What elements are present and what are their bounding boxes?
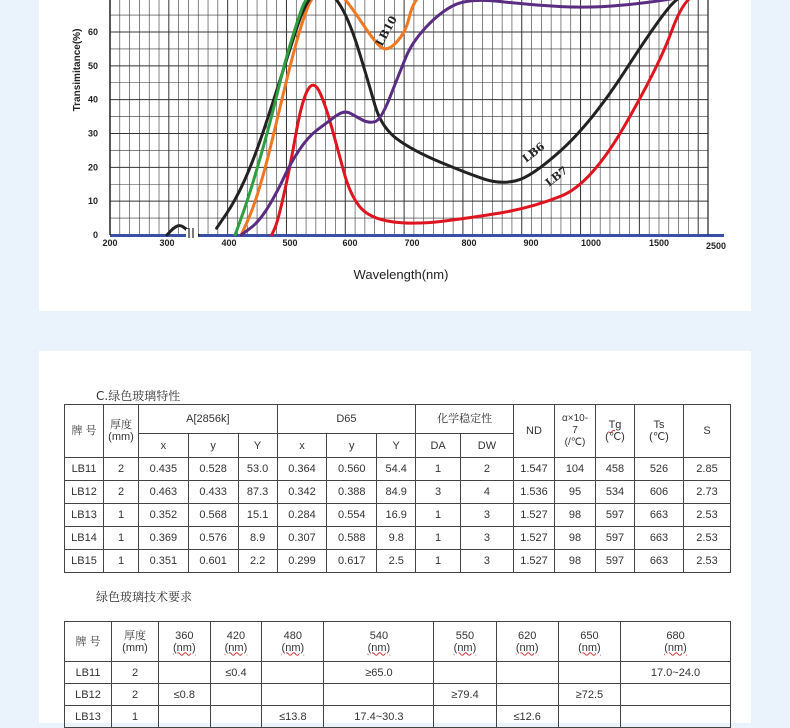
col-s: S [684,405,731,458]
table-cell [558,706,620,728]
table-cell: 98 [555,527,596,550]
table-cell: 1 [416,504,461,527]
green-glass-properties-table [64,404,731,573]
table-cell: 597 [596,550,635,573]
col-tg [596,405,635,458]
table-cell: 2.53 [684,504,731,527]
table-cell: LB12 [65,684,112,706]
table-cell: 0.576 [188,527,238,550]
table-cell: 534 [596,481,635,504]
table-cell: 87.3 [238,481,277,504]
col-brand: 牌 号 [65,622,112,662]
y-tick-label: 10 [87,196,98,207]
table-cell [324,684,434,706]
table-cell: LB11 [65,458,104,481]
table-cell: 0.435 [139,458,189,481]
table-cell: 95 [555,481,596,504]
green-glass-requirements-table [64,621,731,728]
col-d65: D65 [277,405,416,434]
wavelength-value: 550 [455,629,475,642]
table-cell: 3 [460,527,513,550]
col-thickness: 厚度 (mm) [104,405,139,458]
series-violet-line [241,0,708,235]
table-cell: 663 [635,527,684,550]
table-cell: 3 [416,481,461,504]
table-row [65,481,731,504]
x-axis-line [110,234,724,237]
table-cell [434,706,496,728]
y-tick-label: 0 [92,230,98,240]
table-cell: 0.351 [139,550,189,573]
table-cell: 663 [635,550,684,573]
sub-d65-Y: Y [377,434,416,458]
table-cell: 2.2 [238,550,277,573]
table-cell: 2.5 [377,550,416,573]
col-thickness: 厚度 (mm) [112,622,159,662]
col-wavelength-360 [159,622,211,662]
table-cell: 0.342 [277,481,327,504]
col-wavelength-680 [621,622,731,662]
table-cell: 2.53 [684,527,731,550]
wavelength-unit: (nm) [224,641,248,654]
table-cell: 2.53 [684,550,731,573]
table-cell: LB15 [65,550,104,573]
sub-a-x: x [139,434,189,458]
wavelength-value: 680 [666,629,685,642]
table-cell: LB13 [65,706,112,728]
table-cell: 1 [416,458,461,481]
y-tick-label: 30 [87,128,98,139]
series-lb6-line [217,0,708,228]
col-wavelength-550 [434,622,496,662]
table-cell [621,684,731,706]
table-cell: ≤0.4 [210,662,262,684]
table-cell: 8.9 [238,527,277,550]
table-cell: 98 [555,550,596,573]
table-cell: 16.9 [377,504,416,527]
table-cell: 597 [596,504,635,527]
wavelength-value: 480 [283,629,303,642]
x-tick-label: 900 [523,238,539,248]
table-cell: LB13 [65,504,104,527]
table-cell: 1 [104,504,139,527]
table-cell: 1 [112,706,159,728]
table-cell: 53.0 [238,458,277,481]
table-row [65,458,731,481]
table-cell [159,662,211,684]
table-row [65,684,731,706]
x-tick-label: 300 [159,238,175,248]
table-cell: ≥72.5 [558,684,620,706]
tables-panel [39,351,751,723]
table-cell [434,662,496,684]
table-row [65,706,731,728]
table-cell [621,706,731,728]
wavelength-value: 620 [518,629,537,642]
x-tick-label: 1000 [580,238,602,248]
x-tick-label: 800 [461,238,477,248]
curve-label-lb6: LB6 [519,139,548,166]
y-tick-label: 50 [87,60,98,71]
table-cell [496,684,558,706]
table-cell: 3 [460,504,513,527]
x-tick-label: 500 [282,238,298,248]
wavelength-unit: (nm) [664,641,687,654]
table-cell [159,706,211,728]
y-tick-label: 40 [87,94,98,105]
x-tick-label: 600 [342,238,358,248]
sub-d65-x: x [277,434,327,458]
table-cell: 0.284 [277,504,327,527]
table-cell: 1.527 [514,527,555,550]
table-cell: 1.547 [514,458,555,481]
col-alpha: α×10- 7 (/℃) [555,405,596,458]
table-cell: LB14 [65,527,104,550]
x-tick-label: 2500 [705,241,727,251]
table-cell: 1.527 [514,550,555,573]
table-cell: ≤12.6 [496,706,558,728]
table-cell: 98 [555,504,596,527]
y-tick-label: 20 [87,162,98,173]
table-cell: 1 [416,527,461,550]
sub-da: DA [416,434,461,458]
table-cell: 3 [460,550,513,573]
table-cell: 0.463 [139,481,189,504]
wavelength-unit: (nm) [281,641,305,654]
table-cell [558,662,620,684]
series-green-line [235,0,387,235]
table-cell: 0.528 [188,458,238,481]
table-cell: 1 [104,550,139,573]
wavelength-value: 420 [226,629,246,642]
wavelength-value: 650 [580,629,599,642]
sub-a-Y: Y [238,434,277,458]
table-row [65,550,731,573]
x-tick-label: 400 [221,238,237,248]
col-wavelength-650 [558,622,620,662]
table-cell: ≥65.0 [324,662,434,684]
table-row [65,527,731,550]
table-cell [210,684,262,706]
wavelength-value: 540 [369,629,389,642]
table-cell: 0.560 [327,458,377,481]
table-cell: 84.9 [377,481,416,504]
curve-label-lb10: LB10 [373,13,400,49]
x-axis-title: Wavelength(nm) [353,267,449,282]
col-a2856k: A[2856k] [139,405,278,434]
table-cell: 17.0~24.0 [621,662,731,684]
table-cell: 17.4~30.3 [324,706,434,728]
col-wavelength-620 [496,622,558,662]
table-cell: 0.433 [188,481,238,504]
table2-title: 绿色玻璃技术要求 [96,590,193,604]
sub-a-y: y [188,434,238,458]
col-brand [65,405,104,458]
tg-label: Tg [608,419,622,431]
table-cell: 2.73 [684,481,731,504]
table-cell: 2 [112,684,159,706]
col-wavelength-540 [324,622,434,662]
table-cell: ≥79.4 [434,684,496,706]
table-row [65,662,731,684]
table-cell: 0.617 [327,550,377,573]
col-wavelength-480 [262,622,324,662]
table-cell: 0.369 [139,527,189,550]
y-tick-label: 60 [87,27,98,37]
col-chem-stability: 化学稳定性 [416,405,514,434]
table-cell: 0.568 [188,504,238,527]
table-row [65,504,731,527]
table-cell: 597 [596,527,635,550]
col-wavelength-420 [210,622,262,662]
wavelength-unit: (nm) [453,641,477,654]
series-lb7-line [272,0,708,235]
table-cell: 606 [635,481,684,504]
x-tick-label: 200 [102,238,118,248]
table-cell: 1.536 [514,481,555,504]
col-ts: Ts (℃) [635,405,684,458]
table-cell: 0.554 [327,504,377,527]
x-tick-label: 700 [404,238,420,248]
table-cell [496,662,558,684]
table-cell: LB12 [65,481,104,504]
table-cell: 2 [104,458,139,481]
x-tick-label: 1500 [648,238,670,248]
table-cell: 2 [112,662,159,684]
table-cell: 526 [635,458,684,481]
curve-label-lb7: LB7 [542,163,571,190]
sub-d65-y: y [327,434,377,458]
y-axis-title: Transimitance(%) [72,28,83,112]
table-cell: 15.1 [238,504,277,527]
table-cell: 2 [460,458,513,481]
table-cell: 104 [555,458,596,481]
table-cell [262,662,324,684]
table1-title: C.绿色玻璃特性 [96,389,181,403]
table-cell: 663 [635,504,684,527]
table-cell: ≤13.8 [262,706,324,728]
wavelength-value: 360 [175,629,194,642]
col-nd: ND [514,405,555,458]
table-cell: LB11 [65,662,112,684]
table-cell: 54.4 [377,458,416,481]
table-cell: 458 [596,458,635,481]
table-cell: 2 [104,481,139,504]
table-cell: 1 [416,550,461,573]
table-cell: ≤0.8 [159,684,211,706]
table-cell: 0.601 [188,550,238,573]
transmittance-chart [39,0,751,311]
wavelength-unit: (nm) [173,641,196,654]
table-cell: 0.364 [277,458,327,481]
wavelength-unit: (nm) [578,641,601,654]
table-cell: 2.85 [684,458,731,481]
table-cell: 0.388 [327,481,377,504]
table-cell: 4 [460,481,513,504]
table-cell: 9.8 [377,527,416,550]
table-cell: 0.307 [277,527,327,550]
wavelength-unit: (nm) [367,641,391,654]
table-cell: 1.527 [514,504,555,527]
wavelength-unit: (nm) [515,641,539,654]
table-cell: 0.352 [139,504,189,527]
table-cell [210,706,262,728]
sub-dw: DW [460,434,513,458]
table-cell: 0.299 [277,550,327,573]
chart-panel [39,0,751,311]
table-cell: 0.588 [327,527,377,550]
axis-break-mark [186,229,198,237]
brand-header: 牌 号 [71,425,97,437]
tg-unit: (℃) [605,431,625,443]
table-cell: 1 [104,527,139,550]
table-cell [262,684,324,706]
